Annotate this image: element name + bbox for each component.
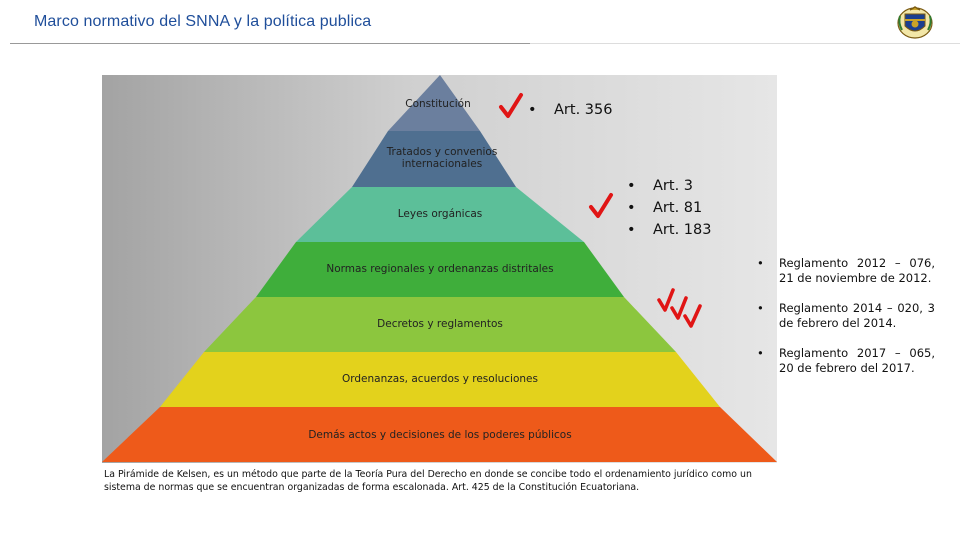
list-item xyxy=(627,197,711,219)
bullet: • xyxy=(627,222,636,238)
article-text: Art. 356 xyxy=(554,102,613,118)
page-title: Marco normativo del SNNA y la política publica xyxy=(34,13,372,30)
bullet: • xyxy=(627,200,636,216)
constitucion-articles xyxy=(528,99,612,121)
level-label-leyes: Leyes orgánicas xyxy=(397,208,483,220)
reglamento-text: Reglamento 2014 – 020, 3 de febrero del 2014. xyxy=(779,301,935,330)
reglamento-text: Reglamento 2012 – 076, 21 de noviembre de 2012. xyxy=(779,256,935,285)
level-label-tratados: Tratados y convenios internacionales xyxy=(386,146,498,170)
bullet: • xyxy=(627,178,636,194)
article-text: Art. 183 xyxy=(653,222,712,238)
checkmark-icon xyxy=(498,92,524,120)
article-text: Art. 81 xyxy=(653,200,703,216)
list-item xyxy=(627,219,711,241)
bullet: • xyxy=(757,256,764,270)
article-text: Art. 3 xyxy=(653,178,694,194)
level-label-constitucion: Constitución xyxy=(405,98,471,110)
level-label-normas: Normas regionales y ordenanzas distritales xyxy=(326,263,554,275)
list-item xyxy=(757,346,935,376)
level-label-decretos: Decretos y reglamentos xyxy=(377,318,503,330)
bullet: • xyxy=(757,301,764,315)
reglamento-text: Reglamento 2017 – 065, 20 de febrero del 2017. xyxy=(779,346,935,375)
checkmark-icon xyxy=(588,192,614,220)
bullet: • xyxy=(757,346,764,360)
leyes-articles xyxy=(627,175,711,241)
list-item xyxy=(757,301,935,331)
level-label-demas: Demás actos y decisiones de los poderes públicos xyxy=(308,429,572,441)
level-label-ordenanzas: Ordenanzas, acuerdos y resoluciones xyxy=(342,373,538,385)
list-item xyxy=(757,256,935,286)
checkmark-group-icon xyxy=(656,286,708,336)
diagram-caption: La Pirámide de Kelsen, es un método que parte de la Teoría Pura del Derecho en donde se concibe todo el ordenamiento jurídico como un sistema de normas que se encuentran organizadas de forma escalonada. Art. 425 de la Constitución Ecuatoriana. xyxy=(104,469,752,493)
list-item xyxy=(627,175,711,197)
reglamentos-list xyxy=(757,256,935,391)
list-item xyxy=(528,99,612,121)
bullet: • xyxy=(528,102,537,118)
